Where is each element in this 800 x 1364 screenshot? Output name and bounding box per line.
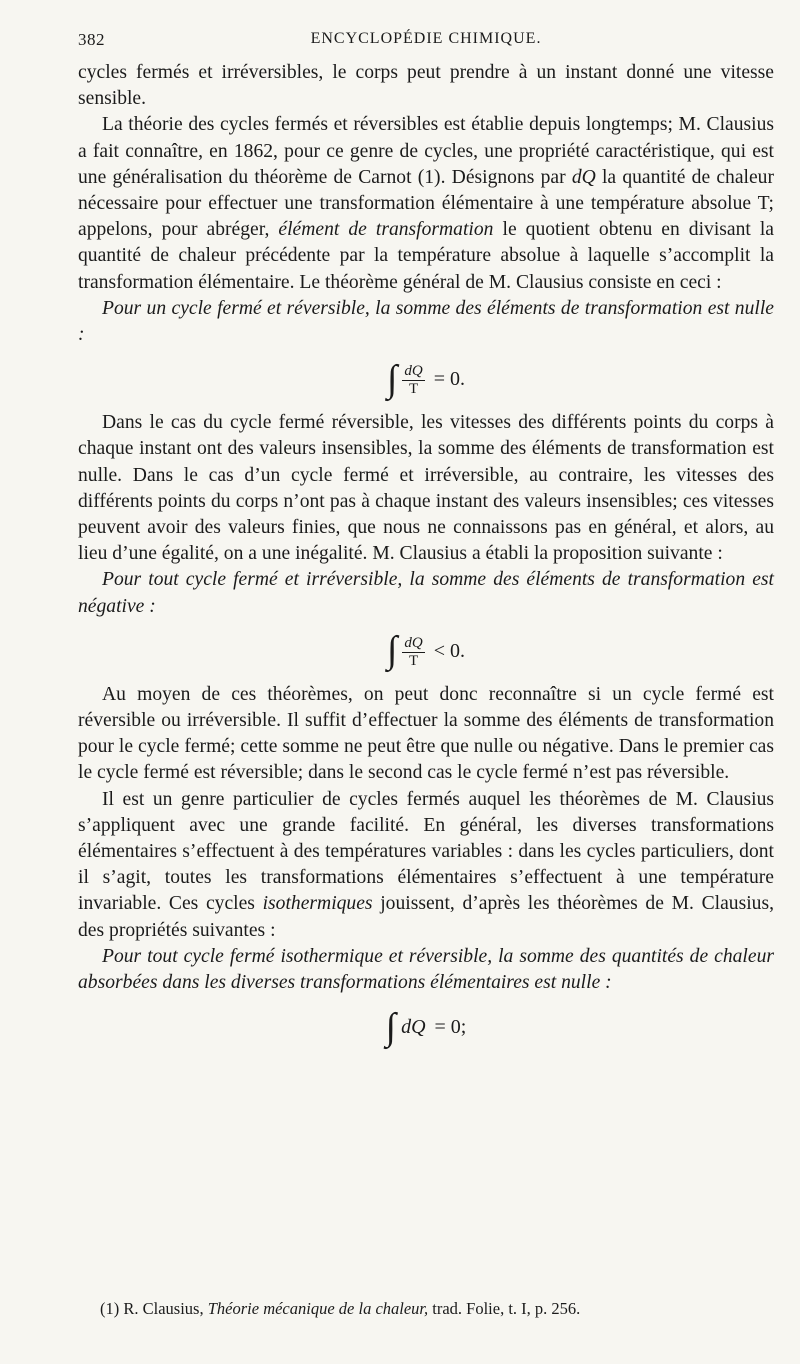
footnote — [100, 1299, 774, 1319]
numerator: dQ — [404, 634, 423, 651]
footnote-marker: (1) — [100, 1299, 120, 1318]
running-title: ENCYCLOPÉDIE CHIMIQUE. — [310, 30, 542, 47]
integral-sign: ∫ — [386, 629, 398, 672]
paragraph — [78, 787, 774, 944]
proposition: Pour un cycle fermé et réversible, la somme des éléments de transformation est nulle : — [78, 297, 774, 346]
numerator: dQ — [404, 363, 423, 380]
proposition: Pour tout cycle fermé et irréversible, la somme des éléments de transformation est négative : — [78, 569, 774, 617]
denominator: T — [408, 652, 419, 669]
footnote-author: R. Clausius, — [123, 1299, 204, 1318]
footnote-title: Théorie mécanique de la chaleur, — [207, 1299, 429, 1318]
paragraph: Dans le cas du cycle fermé réversible, les vitesses des différents points du corps à chaque instant ont des valeurs insensibles, la somme des éléments de transformation est nulle. Dans le cas d’un cycle fermé et irréversible, au contraire, les vitesses des différents points du corps n’ont pas à chaque instant des valeurs insensibles; ces vitesses peuvent avoir des valeurs finies, que nous ne connaissons pas en général, et alors, au lieu d’une égalité, on a une inégalité. M. Clausius a établi la proposition suivante : — [78, 412, 774, 565]
relation: = 0; — [434, 1016, 467, 1039]
page-number: 382 — [78, 30, 105, 49]
fraction — [402, 635, 424, 670]
denominator: T — [408, 381, 419, 398]
paragraph: cycles fermés et irréversibles, le corps peut prendre à un instant donné une vitesse sensible. — [78, 62, 774, 110]
page-header — [78, 30, 774, 56]
integral-sign: ∫ — [386, 357, 398, 400]
integrand: dQ — [401, 1016, 426, 1039]
text-run: Il est un genre particulier de cycles fermés auquel les théorèmes de M. Clausius s’appliquent avec une grande facilité. En général, les diverses transformations élémentaires s’effectuent à des températures variables : dans les cycles particuliers, dont il s’agit, toutes les transformations élémentaires s’effectuent à une température invariable. Ces cycles — [78, 788, 774, 915]
paragraph: Au moyen de ces théorèmes, on peut donc reconnaître si un cycle fermé est réversible ou irréversible. Il suffit d’effectuer la somme des éléments de transformation pour le cycle fermé; cette somme ne peut être que nulle ou négative. Dans le premier cas le cycle fermé est réversible; dans le second cas le cycle fermé n’est pas réversible. — [78, 683, 774, 784]
equation — [78, 620, 774, 682]
relation: = 0. — [433, 368, 466, 391]
defined-term: isothermiques — [262, 893, 373, 915]
integral-sign: ∫ — [385, 1005, 397, 1048]
text-run: la quantité de chaleur nécessaire pour effectuer une transformation élémentaire à une température absolue T; appelons, pour abréger, — [78, 166, 774, 241]
text-run: La théorie des cycles fermés et réversibles est établie depuis longtemps; M. Clausius a fait connaître, en 1862, pour ce genre de cycles, une propriété caractéristique, qui est une généralisation du théorème de Carnot (1). Désignons par — [78, 114, 774, 188]
defined-term: élément de transformation — [278, 219, 494, 241]
paragraph — [78, 112, 774, 295]
fraction — [402, 363, 424, 398]
text-run: le quotient obtenu en divisant la quantité de chaleur précédente par la température absolue à laquelle s’accomplit la transformation élémentaire. Le théorème général de M. Clausius consiste en ceci : — [78, 219, 774, 293]
proposition: Pour tout cycle fermé isothermique et réversible, la somme des quantités de chaleur absorbées dans les diverses transformations élémentaires est nulle : — [78, 945, 774, 994]
math-symbol: dQ — [571, 166, 596, 188]
equation — [78, 996, 774, 1058]
footnote-rest: trad. Folie, t. I, p. 256. — [432, 1299, 581, 1318]
page-body — [78, 60, 774, 1058]
equation — [78, 348, 774, 410]
relation: < 0. — [433, 639, 466, 662]
text-run: jouissent, d’après les théorèmes de M. Clausius, des propriétés suivantes : — [78, 893, 774, 941]
